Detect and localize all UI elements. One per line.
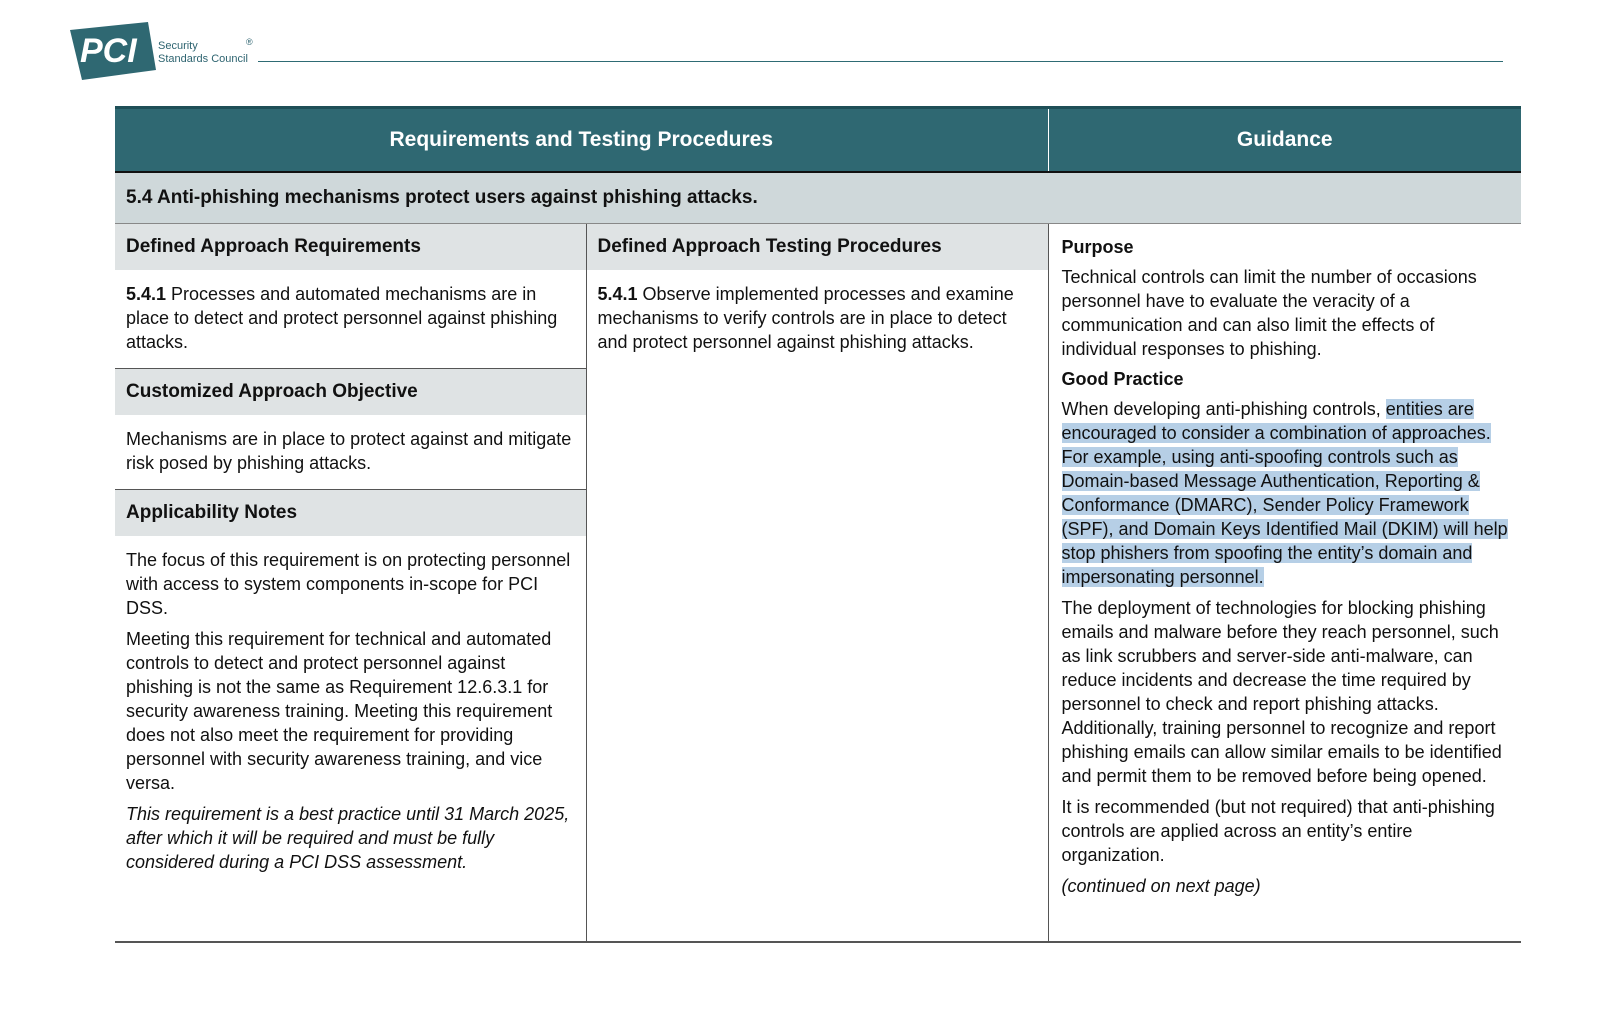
logo-line2: Standards Council xyxy=(158,53,248,65)
testing-number: 5.4.1 xyxy=(597,284,638,304)
good-practice-p1-plain: When developing anti-phishing controls, xyxy=(1061,399,1386,419)
logo-brand: PCI xyxy=(80,32,137,70)
defined-requirements-heading: Defined Approach Requirements xyxy=(115,224,586,270)
guidance-column xyxy=(1048,224,1521,943)
header-guidance: Guidance xyxy=(1048,108,1521,173)
purpose-heading: Purpose xyxy=(1061,237,1134,257)
content-row xyxy=(115,224,1521,943)
good-practice-p2: The deployment of technologies for blocking phishing emails and malware before they reach personnel, such as link scrubbers and server-side anti-malware, can reduce incidents and decrease the time required by personnel to check and report phishing attacks. Additionally, training personnel to recognize and report phishing emails can allow similar emails to be identified and permit them to be removed before being opened. xyxy=(1061,598,1502,786)
applicability-notes-heading: Applicability Notes xyxy=(115,490,586,536)
header-rule xyxy=(258,61,1503,62)
applicability-p1: The focus of this requirement is on protecting personnel with access to system components in-scope for PCI DSS. xyxy=(126,550,571,618)
section-row xyxy=(115,172,1521,224)
requirements-table xyxy=(115,106,1521,943)
applicability-notes-body xyxy=(115,536,586,941)
header-requirements: Requirements and Testing Procedures xyxy=(115,108,1048,173)
testing-procedures-heading: Defined Approach Testing Procedures xyxy=(587,224,1048,270)
applicability-p3: This requirement is a best practice until 31 March 2025, after which it will be required and must be fully considered during a PCI DSS assessment. xyxy=(126,804,570,872)
defined-requirements-body xyxy=(115,270,586,368)
registered-mark: ® xyxy=(246,37,253,47)
good-practice-p3: It is recommended (but not required) that anti-phishing controls are applied across an entity’s entire organization. xyxy=(1061,797,1495,865)
good-practice-heading: Good Practice xyxy=(1061,369,1184,389)
requirement-text: Processes and automated mechanisms are in place to detect and protect personnel against phishing attacks. xyxy=(126,284,558,352)
customized-objective-heading: Customized Approach Objective xyxy=(115,369,586,415)
logo-text xyxy=(158,40,248,66)
table-header-row xyxy=(115,108,1521,173)
applicability-p2: Meeting this requirement for technical and automated controls to detect and protect personnel against phishing is not the same as Requirement 12.6.3.1 for security awareness training. Meeting this requirement does not also meet the requirement for providing personnel with security awareness training, and vice versa. xyxy=(126,629,553,793)
testing-procedures-body xyxy=(587,270,1048,368)
continued-note: (continued on next page) xyxy=(1061,876,1261,896)
requirement-number: 5.4.1 xyxy=(126,284,167,304)
section-title: 5.4 Anti-phishing mechanisms protect users against phishing attacks. xyxy=(115,172,1521,224)
highlighted-text[interactable]: entities are encouraged to consider a combination of approaches. For example, using anti-spoofing controls such as Domain-based Message Authentication, Reporting & Conformance (DMARC), Sender Policy Framework (SPF), and Domain Keys Identified Mail (DKIM) will help stop phishers from spoofing the entity’s domain and impersonating personnel. xyxy=(1061,399,1508,587)
customized-objective-body: Mechanisms are in place to protect against and mitigate risk posed by phishing attacks. xyxy=(126,429,572,473)
good-practice-p1 xyxy=(1062,397,1510,589)
testing-text: Observe implemented processes and examine mechanisms to verify controls are in place to detect and protect personnel against phishing attacks. xyxy=(597,284,1014,352)
requirements-column xyxy=(115,224,586,943)
purpose-text: Technical controls can limit the number of occasions personnel have to evaluate the veracity of a communication and can also limit the effects of individual responses to phishing. xyxy=(1061,267,1477,359)
testing-column xyxy=(586,224,1048,943)
logo-line1: Security xyxy=(158,40,198,52)
